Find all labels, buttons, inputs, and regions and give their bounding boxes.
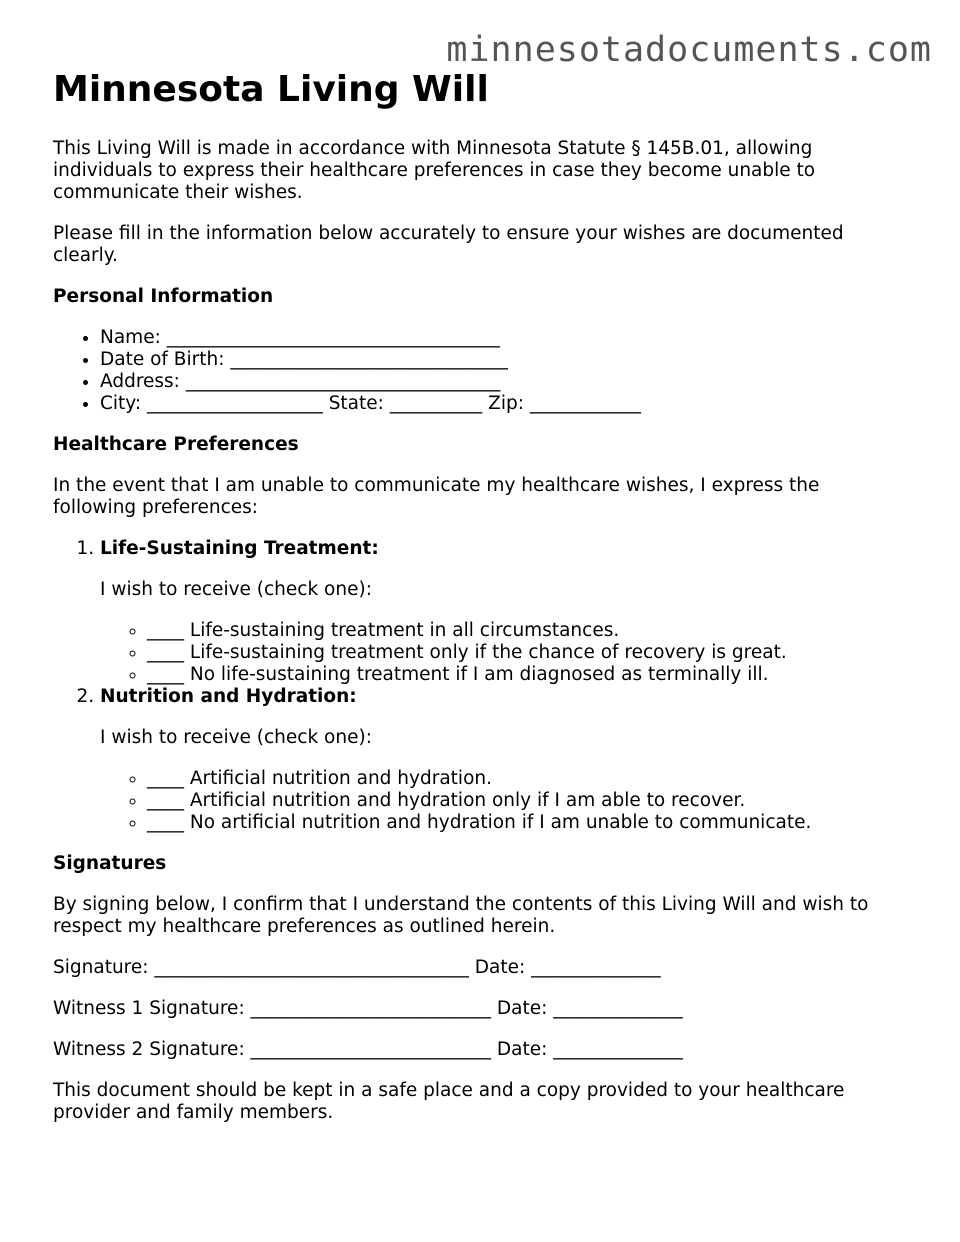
option-item[interactable]: ◦ ____ Artificial nutrition and hydration only if I am able to recover. — [147, 790, 903, 812]
dob-label: Date of Birth: — [100, 349, 225, 370]
witness-1-signature-line[interactable]: Witness 1 Signature: __________________________ Date: ______________ — [53, 998, 683, 1019]
name-label: Name: — [100, 327, 161, 348]
city-blank[interactable]: ___________________ — [147, 393, 323, 414]
city-label: City: — [100, 393, 142, 414]
healthcare-intro: In the event that I am unable to communicate my healthcare wishes, I express the following preferences: — [53, 475, 820, 518]
preferences-list — [53, 538, 903, 834]
name-field-line — [100, 327, 903, 349]
zip-blank[interactable]: ____________ — [529, 393, 641, 414]
preference-prompt: I wish to receive (check one): — [100, 727, 372, 748]
state-blank[interactable]: __________ — [389, 393, 483, 414]
zip-label: Zip: — [488, 393, 524, 414]
address-field-line — [100, 371, 903, 393]
witness-2-signature-line[interactable]: Witness 2 Signature: __________________________ Date: ______________ — [53, 1039, 683, 1060]
option-item[interactable]: ◦ ____ Life-sustaining treatment in all circumstances. — [147, 620, 903, 642]
signature-line[interactable]: Signature: __________________________________ Date: ______________ — [53, 957, 661, 978]
document-title: Minnesota Living Will — [53, 69, 489, 110]
preference-options — [100, 768, 903, 834]
footer-note: This document should be kept in a safe place and a copy provided to your healthcare provider and family members. — [53, 1080, 845, 1123]
document-page — [53, 68, 903, 1124]
preference-options — [100, 620, 903, 686]
personal-info-heading: Personal Information — [53, 286, 274, 307]
instructions-paragraph: Please fill in the information below accurately to ensure your wishes are documented clearly. — [53, 223, 844, 266]
option-item[interactable]: ◦ ____ Artificial nutrition and hydration. — [147, 768, 903, 790]
personal-info-list — [53, 327, 903, 415]
city-state-zip-line — [100, 393, 903, 415]
name-blank[interactable]: ____________________________________ — [166, 327, 500, 348]
option-item[interactable]: ◦ ____ No life-sustaining treatment if I am diagnosed as terminally ill. — [147, 664, 903, 686]
address-label: Address: — [100, 371, 180, 392]
option-item[interactable]: ◦ ____ Life-sustaining treatment only if the chance of recovery is great. — [147, 642, 903, 664]
address-blank[interactable]: __________________________________ — [185, 371, 501, 392]
dob-blank[interactable]: ______________________________ — [230, 349, 508, 370]
preference-title: Life-Sustaining Treatment: — [100, 538, 379, 559]
healthcare-heading: Healthcare Preferences — [53, 434, 299, 455]
state-label: State: — [328, 393, 384, 414]
intro-paragraph: This Living Will is made in accordance with Minnesota Statute § 145B.01, allowing individuals to express their healthcare preferences in case they become unable to communicate their wishes. — [53, 138, 816, 203]
option-item[interactable]: ◦ ____ No artificial nutrition and hydration if I am unable to communicate. — [147, 812, 903, 834]
preference-prompt: I wish to receive (check one): — [100, 579, 372, 600]
dob-field-line — [100, 349, 903, 371]
preference-title: Nutrition and Hydration: — [100, 686, 357, 707]
site-watermark: minnesotadocuments.com — [446, 30, 932, 70]
preference-item-life-sustaining — [100, 538, 903, 686]
signatures-intro: By signing below, I confirm that I understand the contents of this Living Will and wish to respect my healthcare preferences as outlined herein. — [53, 894, 869, 937]
signatures-heading: Signatures — [53, 853, 167, 874]
preference-item-nutrition — [100, 686, 903, 834]
